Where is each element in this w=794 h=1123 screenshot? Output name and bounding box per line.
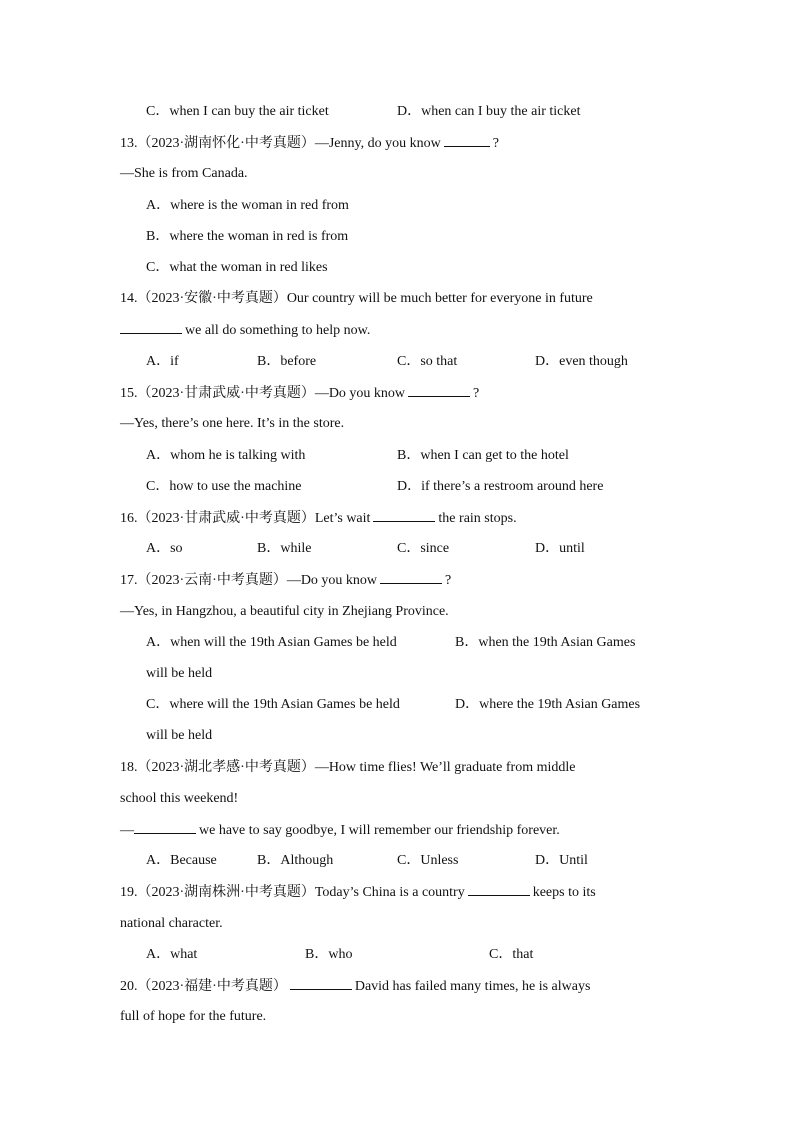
q17-stem-end: ? — [445, 573, 452, 588]
q18-option-a[interactable]: A．Because — [146, 853, 217, 868]
q19-stem-end: keeps to its — [532, 885, 596, 900]
q14-stem-text: we all do something to help now. — [185, 323, 371, 338]
q16-option-b[interactable]: B．while — [257, 541, 312, 556]
q17-option-b[interactable]: B．when the 19th Asian Games — [455, 635, 636, 650]
q17-option-b-cont: will be held — [146, 666, 213, 681]
q13-stem-end: ? — [492, 136, 499, 151]
q19-option-c[interactable]: C．that — [489, 947, 534, 962]
q13-reply: —She is from Canada. — [120, 166, 248, 181]
q15-option-c[interactable]: C．how to use the machine — [146, 479, 302, 494]
q18-option-c[interactable]: C．Unless — [397, 853, 459, 868]
q18-option-b[interactable]: B．Although — [257, 853, 334, 868]
q18-option-d[interactable]: D．Until — [535, 853, 588, 868]
q15-stem — [120, 384, 479, 403]
answer-blank — [120, 321, 182, 334]
answer-blank — [468, 883, 530, 896]
q20-stem-line2: full of hope for the future. — [120, 1009, 267, 1024]
q18-reply-text: we have to say goodbye, I will remember our friendship forever. — [199, 823, 560, 838]
q14-option-d[interactable]: D．even though — [535, 354, 628, 369]
q13-option-c[interactable]: C．what the woman in red likes — [146, 260, 328, 275]
q20-stem-end: David has failed many times, he is always — [354, 979, 591, 994]
q16-stem — [120, 509, 517, 528]
q17-option-a[interactable]: A．when will the 19th Asian Games be held — [146, 635, 397, 650]
q12-option-d[interactable]: D．when can I buy the air ticket — [397, 104, 581, 119]
q19-stem-text: 19.（2023·湖南株洲·中考真题）Today’s China is a country — [120, 885, 465, 900]
q19-option-b[interactable]: B．who — [305, 947, 353, 962]
q18-stem: 18.（2023·湖北孝感·中考真题）—How time flies! We’ll graduate from middle — [120, 760, 576, 775]
q15-option-a[interactable]: A．whom he is talking with — [146, 448, 306, 463]
q13-stem — [120, 134, 499, 153]
q13-option-a[interactable]: A．where is the woman in red from — [146, 198, 349, 213]
answer-blank — [444, 134, 490, 147]
q13-option-b[interactable]: B．where the woman in red is from — [146, 229, 349, 244]
q18-reply — [120, 821, 560, 840]
answer-blank — [290, 977, 352, 990]
q16-option-c[interactable]: C．since — [397, 541, 450, 556]
q14-stem: 14.（2023·安徽·中考真题）Our country will be much better for everyone in future — [120, 291, 593, 306]
answer-blank — [408, 384, 470, 397]
q17-option-d-cont: will be held — [146, 728, 213, 743]
q17-reply: —Yes, in Hangzhou, a beautiful city in Zhejiang Province. — [120, 604, 449, 619]
answer-blank — [380, 571, 442, 584]
q20-stem-text: 20.（2023·福建·中考真题） — [120, 979, 287, 994]
q15-option-b[interactable]: B．when I can get to the hotel — [397, 448, 569, 463]
q17-option-c[interactable]: C．where will the 19th Asian Games be held — [146, 697, 400, 712]
answer-blank — [134, 821, 196, 834]
q14-option-b[interactable]: B．before — [257, 354, 317, 369]
q16-stem-text: 16.（2023·甘肃武威·中考真题）Let’s wait — [120, 511, 371, 526]
q13-stem-text: 13.（2023·湖南怀化·中考真题）—Jenny, do you know — [120, 136, 441, 151]
q19-option-a[interactable]: A．what — [146, 947, 198, 962]
q19-stem — [120, 883, 596, 902]
q15-stem-end: ? — [473, 386, 480, 401]
q15-option-d[interactable]: D．if there’s a restroom around here — [397, 479, 604, 494]
answer-blank — [373, 509, 435, 522]
q19-stem-line2: national character. — [120, 916, 223, 931]
q14-option-a[interactable]: A．if — [146, 354, 179, 369]
q14-stem-line2 — [120, 321, 370, 340]
q17-stem — [120, 571, 451, 590]
q20-stem — [120, 977, 590, 996]
q18-stem-line2: school this weekend! — [120, 791, 239, 806]
q16-option-d[interactable]: D．until — [535, 541, 585, 556]
q17-stem-text: 17.（2023·云南·中考真题）—Do you know — [120, 573, 378, 588]
q17-option-d[interactable]: D．where the 19th Asian Games — [455, 697, 641, 712]
q14-option-c[interactable]: C．so that — [397, 354, 458, 369]
q16-option-a[interactable]: A．so — [146, 541, 183, 556]
q18-reply-dash: — — [120, 823, 134, 838]
q16-stem-end: the rain stops. — [438, 511, 517, 526]
q15-reply: —Yes, there’s one here. It’s in the store. — [120, 416, 345, 431]
q15-stem-text: 15.（2023·甘肃武威·中考真题）—Do you know — [120, 386, 406, 401]
q12-option-c[interactable]: C．when I can buy the air ticket — [146, 104, 329, 119]
